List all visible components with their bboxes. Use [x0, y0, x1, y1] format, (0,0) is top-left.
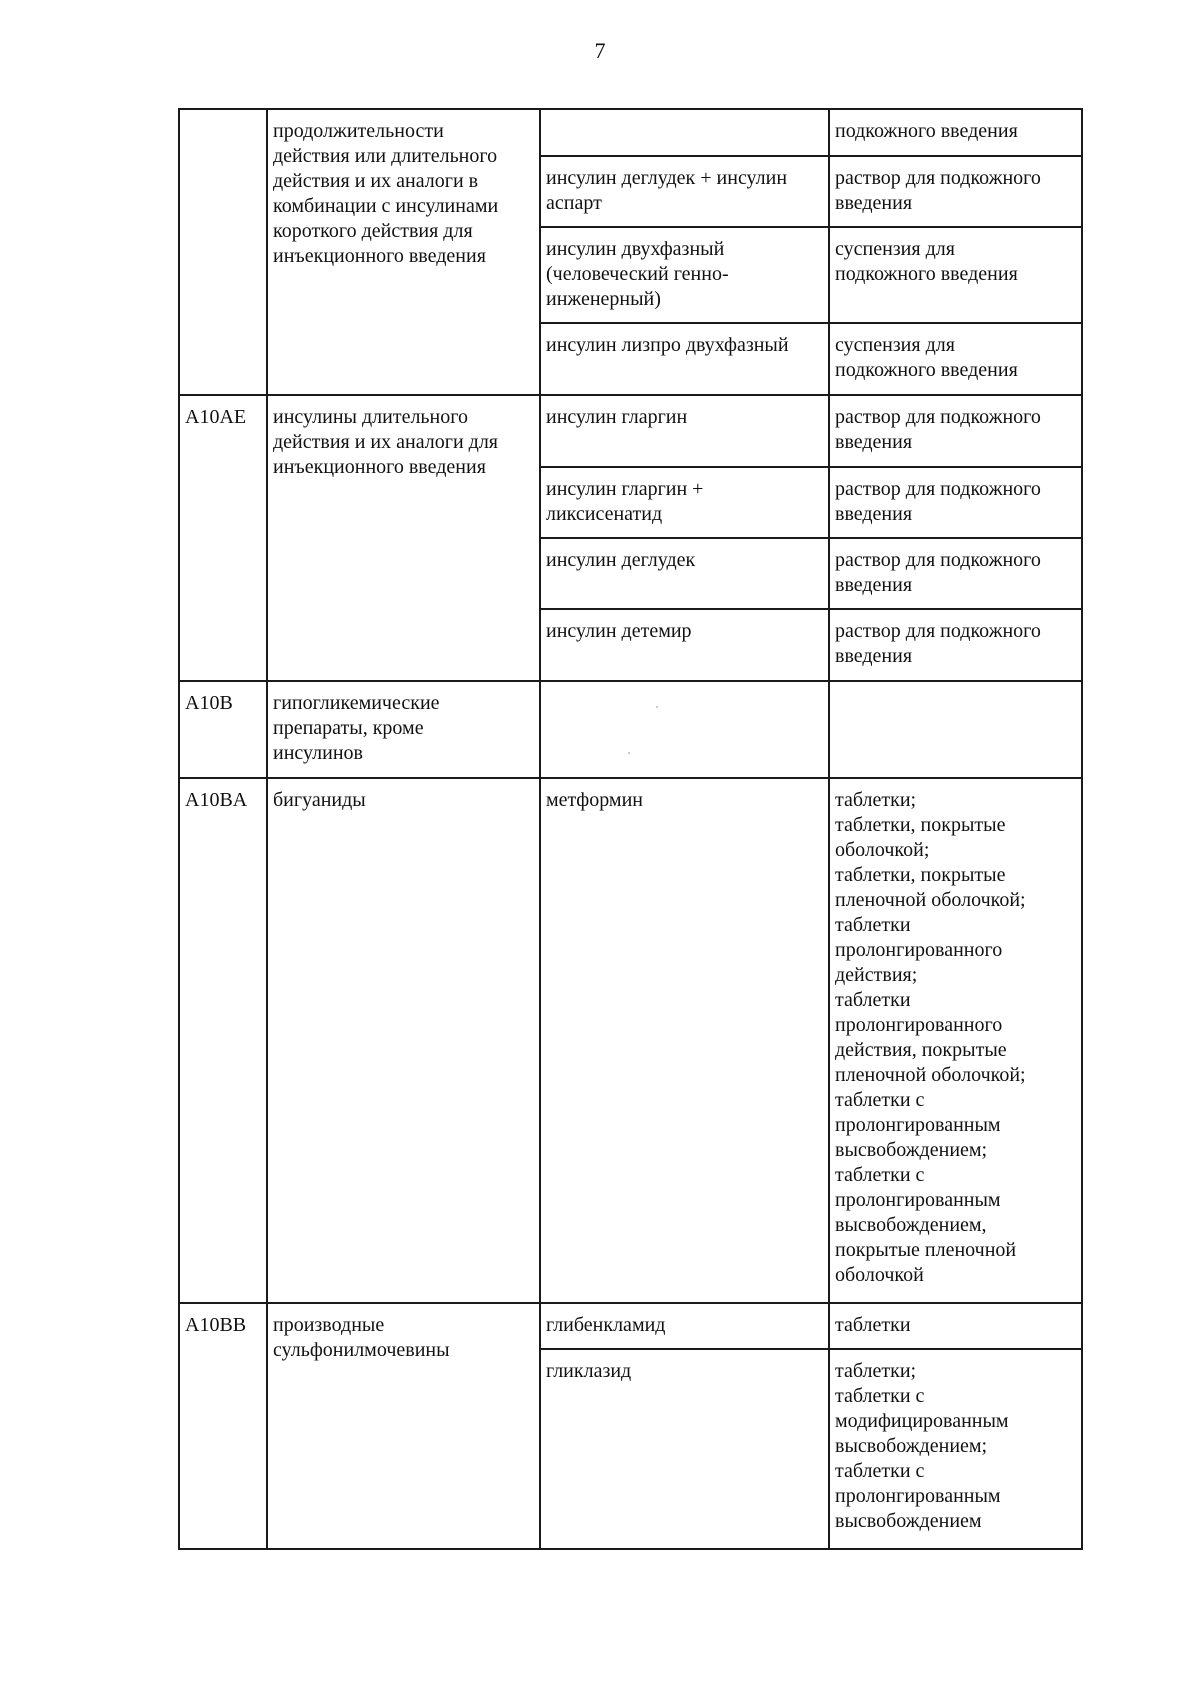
table-cell-drug: инсулин лизпро двухфазный — [546, 334, 789, 356]
table-cell-drug — [539, 680, 828, 697]
table-cell-form: суспензия для подкожного введения — [835, 334, 1018, 381]
table-cell-group: гипогликемические препараты, кроме инсулинов — [273, 692, 440, 764]
table-cell-code: A10BA — [185, 789, 248, 811]
table-cell-form — [828, 680, 1081, 697]
table-cell-code — [178, 108, 266, 125]
table-cell-form: раствор для подкожного введения — [835, 167, 1041, 214]
table-cell-form: суспензия для подкожного введения — [835, 238, 1018, 285]
table-cell-code: A10BB — [185, 1314, 247, 1336]
table-cell-drug: инсулин двухфазный (человеческий генно- инженерный) — [546, 238, 729, 310]
table-cell-drug: инсулин деглудек — [546, 549, 696, 571]
table-cell-code: A10AE — [185, 406, 247, 428]
table-cell-group: бигуаниды — [273, 789, 366, 811]
table-cell-drug: глибенкламид — [546, 1314, 666, 1336]
table-cell-drug: инсулин гларгин — [546, 406, 688, 428]
table-cell-form: подкожного введения — [835, 120, 1018, 142]
table-cell-form: таблетки — [835, 1314, 911, 1336]
table-cell-code: A10B — [185, 692, 233, 714]
table-cell-form: раствор для подкожного введения — [835, 406, 1041, 453]
table-cell-drug: метформин — [546, 789, 643, 811]
table-border-right — [1081, 108, 1083, 1550]
table-cell-form: таблетки; таблетки, покрытые оболочкой; таблетки, покрытые пленочной оболочкой; таблетки пролонгированного действия; таблетки пролонгированного действия, покрытые пленочной оболочкой; таблетки с пролонгированным высвобождением; таблетки с пролонгированным высвобождением, покрытые пленочной оболочкой — [835, 789, 1026, 1286]
table-cell-form: раствор для подкожного введения — [835, 549, 1041, 596]
table-cell-drug: инсулин деглудек + инсулин аспарт — [546, 167, 788, 214]
scan-speck — [656, 706, 658, 708]
scan-speck — [628, 752, 630, 754]
table-cell-form: таблетки; таблетки с модифицированным высвобождением; таблетки с пролонгированным высвобождением — [835, 1360, 1009, 1532]
table-cell-drug: инсулин детемир — [546, 620, 692, 642]
table-cell-drug: инсулин гларгин + ликсисенатид — [546, 478, 704, 525]
table-cell-form: раствор для подкожного введения — [835, 478, 1041, 525]
table-cell-form: раствор для подкожного введения — [835, 620, 1041, 667]
table-cell-drug: гликлазид — [546, 1360, 632, 1382]
page-number: 7 — [594, 38, 606, 63]
table-cell-group: инсулины длительного действия и их аналоги для инъекционного введения — [273, 406, 498, 478]
table-cell-group: продолжительности действия или длительного действия и их аналоги в комбинации с инсулинами короткого действия для инъекционного введения — [273, 120, 499, 267]
table-cell-drug — [539, 108, 828, 125]
table-cell-group: производные сульфонилмочевины — [273, 1314, 450, 1361]
table-border-bottom — [178, 1548, 1082, 1550]
